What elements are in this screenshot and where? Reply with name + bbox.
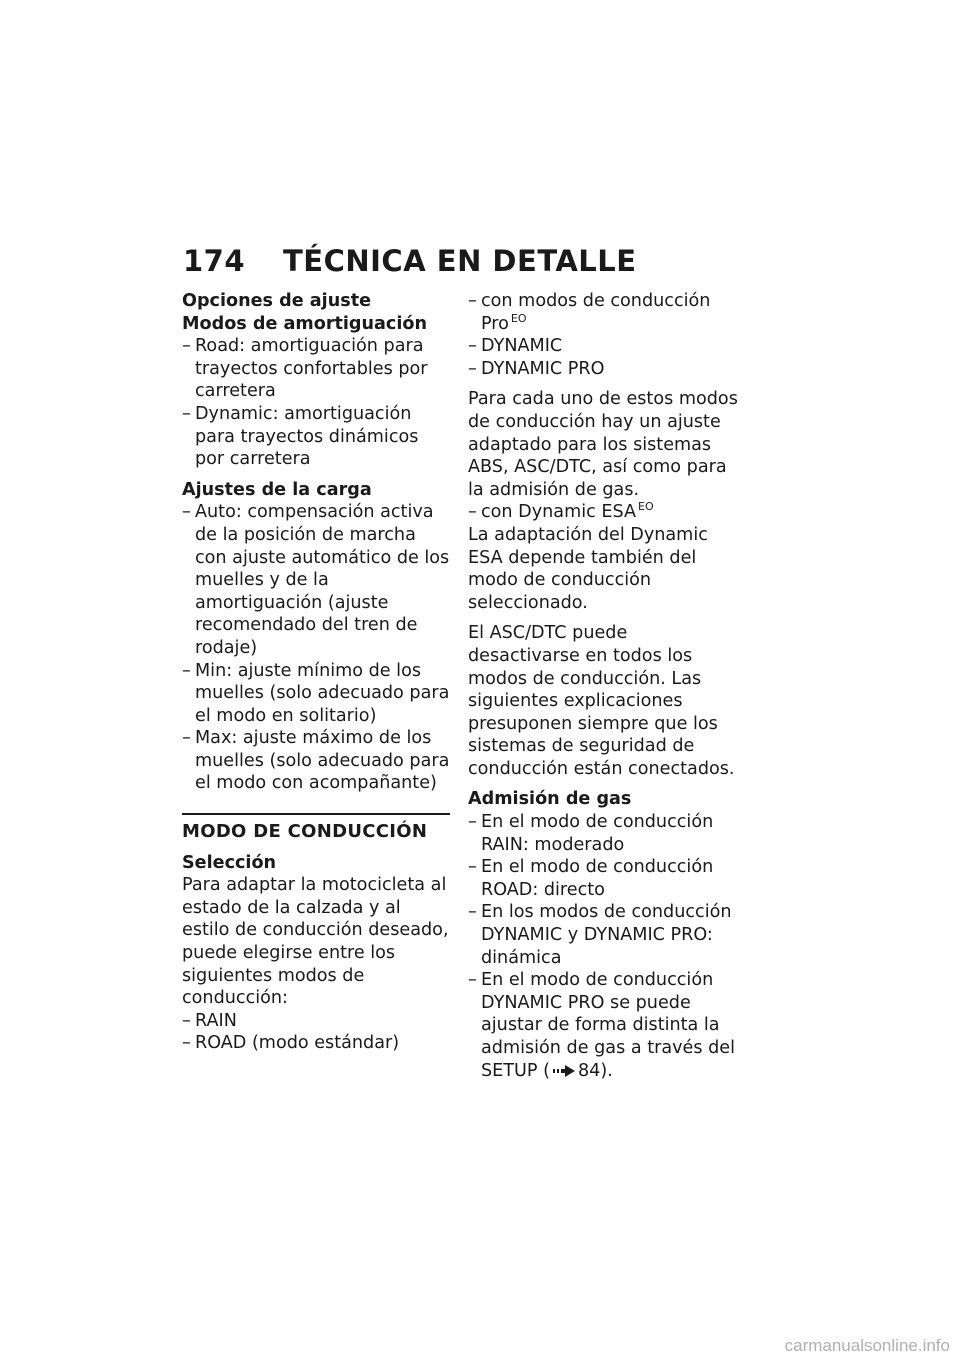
list-item: – Dynamic: amortiguación para trayectos dinámicos por carretera	[182, 403, 450, 471]
list-item-text: En el modo de conducción DYNAMIC PRO se puede ajustar de forma distinta la admisión de gas a través del SETUP (	[481, 970, 735, 1081]
watermark: carmanualsonline.info	[784, 1336, 950, 1355]
list-item: – DYNAMIC PRO	[468, 358, 744, 381]
list-item: – Auto: compensación activa de la posición de marcha con ajuste automático de los muelles y de la amortiguación (ajuste recomendado del tren de rodaje)	[182, 501, 450, 659]
page-header	[183, 244, 783, 284]
list-item: – DYNAMIC	[468, 335, 744, 358]
list-item: – En los modos de conducción DYNAMIC y DYNAMIC PRO: dinámica	[468, 901, 744, 969]
esa-label: con Dynamic ESA	[481, 502, 637, 523]
amortiguacion-list	[182, 335, 450, 471]
modes-pro-list	[468, 290, 744, 380]
chapter-title: TÉCNICA EN DETALLE	[283, 244, 637, 278]
list-item: – ROAD (modo estándar)	[182, 1032, 450, 1055]
modes-pro-label: con modos de conducción Pro	[481, 291, 711, 334]
heading-admision: Admisión de gas	[468, 789, 632, 810]
admision-list	[468, 811, 744, 1082]
page-reference-arrow-icon	[553, 1065, 575, 1077]
esa-list	[468, 501, 744, 524]
section-title: MODO DE CONDUCCIÓN	[182, 821, 428, 843]
list-item: – En el modo de conducción ROAD: directo	[468, 856, 744, 901]
list-item	[468, 969, 744, 1082]
heading-opciones: Opciones de ajuste	[182, 291, 372, 311]
list-item: – Max: ajuste máximo de los muelles (solo adecuado para el modo con acompañante)	[182, 727, 450, 795]
paragraph: El ASC/DTC puede desactivarse en todos los modos de conducción. Las siguientes explicaciones presuponen siempre que los sistemas de seguridad de conducción están conectados.	[468, 623, 735, 779]
heading-seleccion: Selección	[182, 852, 277, 873]
list-item: – Road: amortiguación para trayectos confortables por carretera	[182, 335, 450, 403]
page-number: 174	[183, 244, 246, 278]
list-item	[468, 501, 744, 524]
heading-ajustes-carga: Ajustes de la carga	[182, 479, 372, 500]
right-column	[468, 290, 744, 1082]
carga-list	[182, 501, 450, 795]
seleccion-paragraph: Para adaptar la motocicleta al estado de la calzada y al estilo de conducción deseado, puede elegirse entre los siguientes modos de conducción:	[182, 875, 449, 1009]
list-item: – Min: ajuste mínimo de los muelles (solo adecuado para el modo en solitario)	[182, 660, 450, 728]
page-reference[interactable]: 84).	[577, 1060, 613, 1081]
heading-modos-amortiguacion: Modos de amortiguación	[182, 313, 427, 334]
left-column	[182, 290, 450, 1055]
option-badge: EO	[510, 311, 527, 325]
section-divider	[182, 813, 450, 844]
option-badge: EO	[638, 500, 654, 514]
list-item: – RAIN	[182, 1010, 450, 1033]
list-item: – En el modo de conducción RAIN: moderado	[468, 811, 744, 856]
list-item	[468, 290, 744, 335]
paragraph: La adaptación del Dynamic ESA depende también del modo de conducción seleccionado.	[468, 524, 708, 613]
modes-list	[182, 1010, 450, 1055]
paragraph: Para cada uno de estos modos de conducción hay un ajuste adaptado para los sistemas ABS, ASC/DTC, así como para la admisión de gas.	[468, 389, 738, 500]
